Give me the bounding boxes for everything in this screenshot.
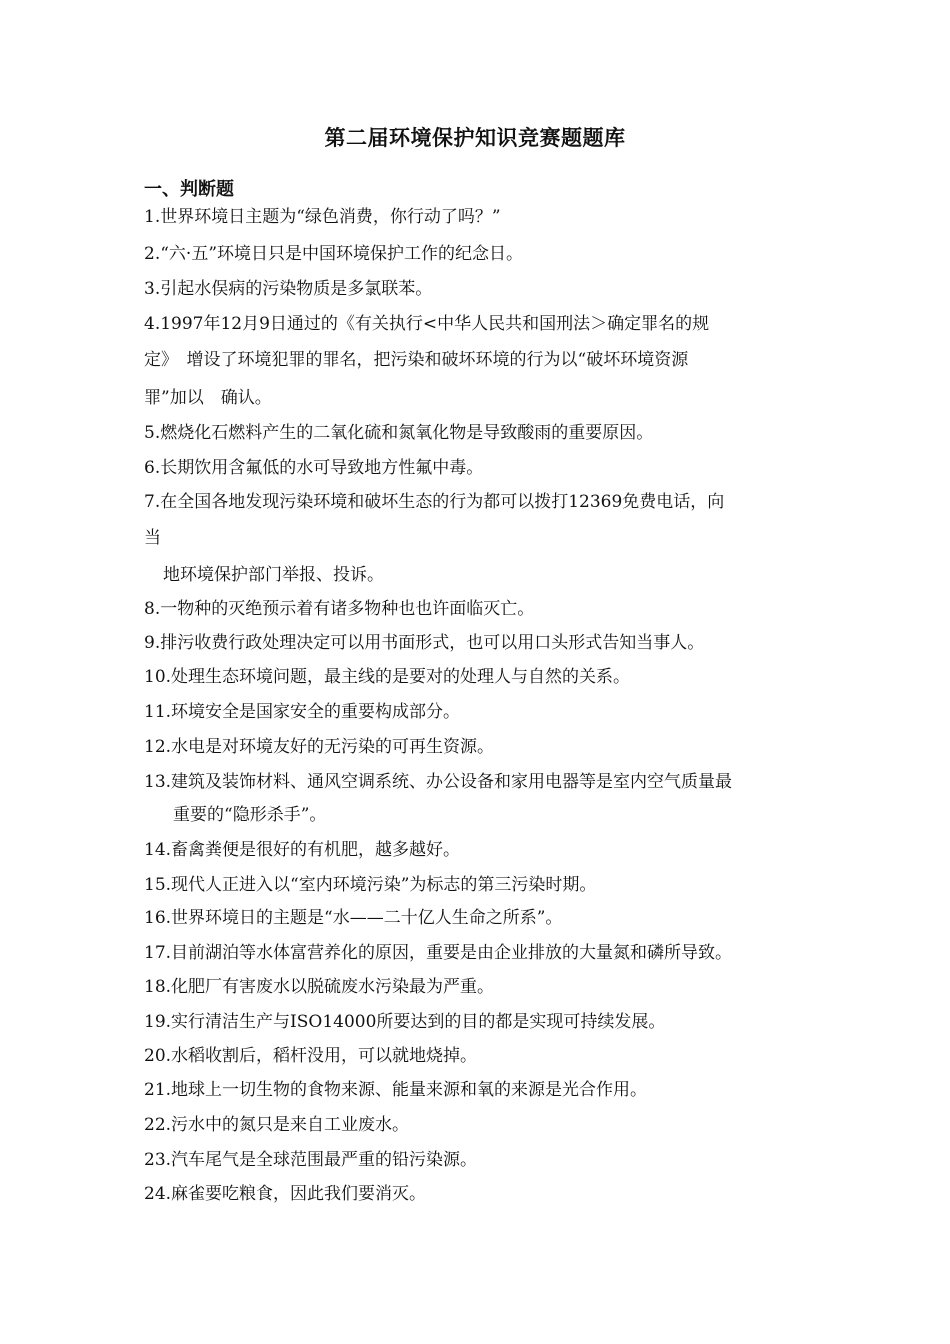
question-line: 7.在全国各地发现污染环境和破坏生态的行为都可以拨打12369免费电话，向 (144, 492, 725, 512)
question-line: 24.麻雀要吃粮食，因此我们要消灭。 (144, 1184, 427, 1204)
question-line: 17.目前湖泊等水体富营养化的原因，重要是由企业排放的大量氮和磷所导致。 (144, 943, 733, 963)
question-line: 定》 增设了环境犯罪的罪名，把污染和破坏环境的行为以“破坏环境资源 (144, 350, 689, 370)
question-line: 4.1997年12月9日通过的《有关执行<中华人民共和国刑法＞确定罪名的规 (144, 314, 710, 334)
question-line: 18.化肥厂有害废水以脱硫废水污染最为严重。 (144, 977, 495, 997)
section-heading: 一、判断题 (144, 179, 234, 200)
question-line: 15.现代人正进入以“室内环境污染”为标志的第三污染时期。 (144, 875, 597, 895)
question-line: 19.实行清洁生产与ISO14000所要达到的目的都是实现可持续发展。 (144, 1012, 666, 1032)
question-line: 3.引起水俣病的污染物质是多氯联苯。 (144, 279, 433, 299)
question-line: 2.“六·五”环境日只是中国环境保护工作的纪念日。 (144, 244, 524, 264)
question-line: 1.世界环境日主题为“绿色消费，你行动了吗？” (144, 207, 501, 227)
question-line: 地环境保护部门举报、投诉。 (163, 565, 384, 585)
question-line: 13.建筑及装饰材料、通风空调系统、办公设备和家用电器等是室内空气质量最 (144, 772, 733, 792)
question-line: 当 (144, 528, 161, 548)
question-line: 5.燃烧化石燃料产生的二氧化硫和氮氧化物是导致酸雨的重要原因。 (144, 423, 654, 443)
question-line: 14.畜禽粪便是很好的有机肥，越多越好。 (144, 840, 461, 860)
question-line: 8.一物种的灭绝预示着有诸多物种也也许面临灭亡。 (144, 599, 535, 619)
question-line: 罪”加以 确认。 (144, 388, 272, 408)
question-line: 11.环境安全是国家安全的重要构成部分。 (144, 702, 461, 722)
question-line: 21.地球上一切生物的食物来源、能量来源和氧的来源是光合作用。 (144, 1080, 648, 1100)
question-line: 12.水电是对环境友好的无污染的可再生资源。 (144, 737, 495, 757)
question-line: 10.处理生态环境问题，最主线的是要对的处理人与自然的关系。 (144, 667, 631, 687)
question-line: 6.长期饮用含氟低的水可导致地方性氟中毒。 (144, 458, 484, 478)
document-title: 第二届环境保护知识竞赛题题库 (324, 126, 626, 150)
question-line: 23.汽车尾气是全球范围最严重的铅污染源。 (144, 1150, 478, 1170)
question-line: 9.排污收费行政处理决定可以用书面形式，也可以用口头形式告知当事人。 (144, 633, 705, 653)
question-line: 16.世界环境日的主题是“水——二十亿人生命之所系”。 (144, 908, 563, 928)
question-line: 20.水稻收割后，稻杆没用，可以就地烧掉。 (144, 1046, 478, 1066)
question-line: 22.污水中的氮只是来自工业废水。 (144, 1115, 410, 1135)
question-line: 重要的“隐形杀手”。 (173, 805, 327, 825)
